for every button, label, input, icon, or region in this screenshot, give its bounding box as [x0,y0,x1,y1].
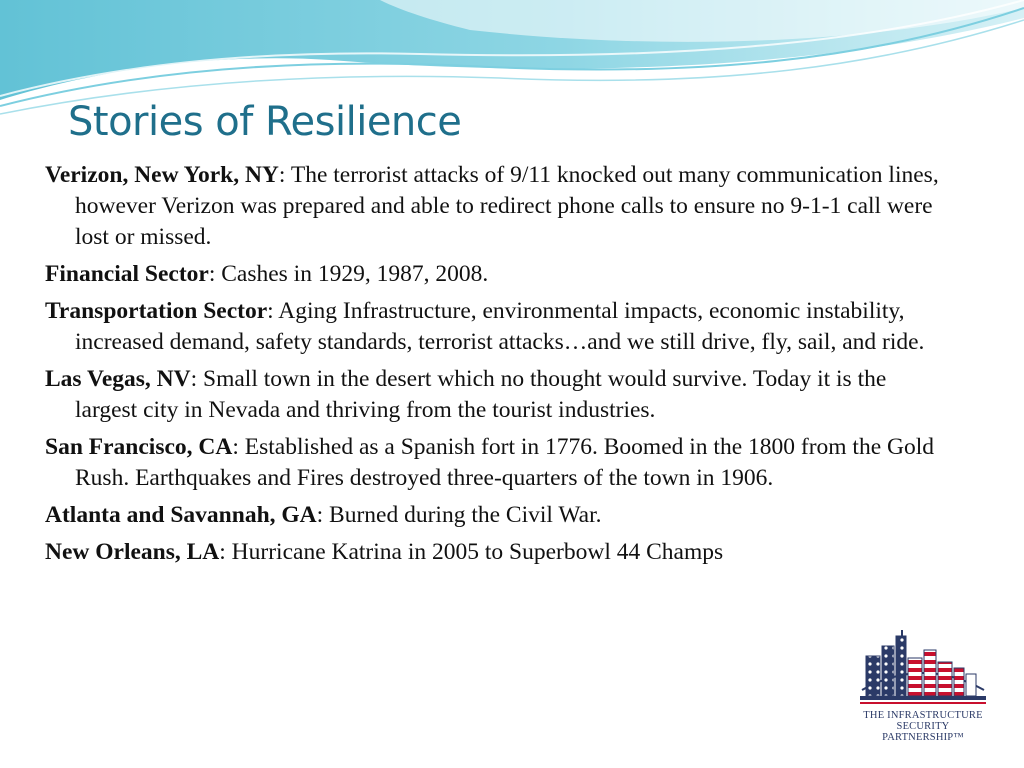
item-heading: Las Vegas, NV [45,366,191,392]
item-heading: Atlanta and Savannah, GA [45,502,317,528]
item-text: : Established as a Spanish fort in 1776. Boomed in the 1800 from the Gold Rush. Earthquakes and Fires destroyed three-quarters of the town in 1906. [75,434,935,491]
stories-list [45,160,945,574]
item-heading: San Francisco, CA [45,434,233,460]
list-item [45,160,945,253]
item-text: : Hurricane Katrina in 2005 to Superbowl 44 Champs [219,539,724,565]
list-item [45,537,945,568]
logo-text [858,710,988,743]
item-text: : Small town in the desert which no thought would survive. Today it is the largest city in Nevada and thriving from the tourist industries. [75,366,887,423]
item-heading: Verizon, New York, NY [45,162,279,188]
list-item [45,259,945,290]
item-text: : Aging Infrastructure, environmental impacts, economic instability, increased demand, safety standards, terrorist attacks…and we still drive, fly, sail, and ride. [75,298,925,355]
logo [858,628,988,743]
list-item [45,432,945,494]
list-item [45,364,945,426]
city-skyline-flag-icon [858,628,988,708]
list-item [45,500,945,531]
list-item [45,296,945,358]
logo-line-2: SECURITY PARTNERSHIP™ [882,721,964,743]
item-heading: New Orleans, LA [45,539,220,565]
page-title: Stories of Resilience [68,99,462,145]
item-heading: Financial Sector [45,261,209,287]
item-text: : Cashes in 1929, 1987, 2008. [208,261,489,287]
logo-line-1: THE INFRASTRUCTURE [863,710,983,721]
item-text: : The terrorist attacks of 9/11 knocked out many communication lines, however Verizon was prepared and able to redirect phone calls to ensure no 9-1-1 call were lost or missed. [75,162,939,250]
item-text: : Burned during the Civil War. [316,502,602,528]
item-heading: Transportation Sector [45,298,268,324]
